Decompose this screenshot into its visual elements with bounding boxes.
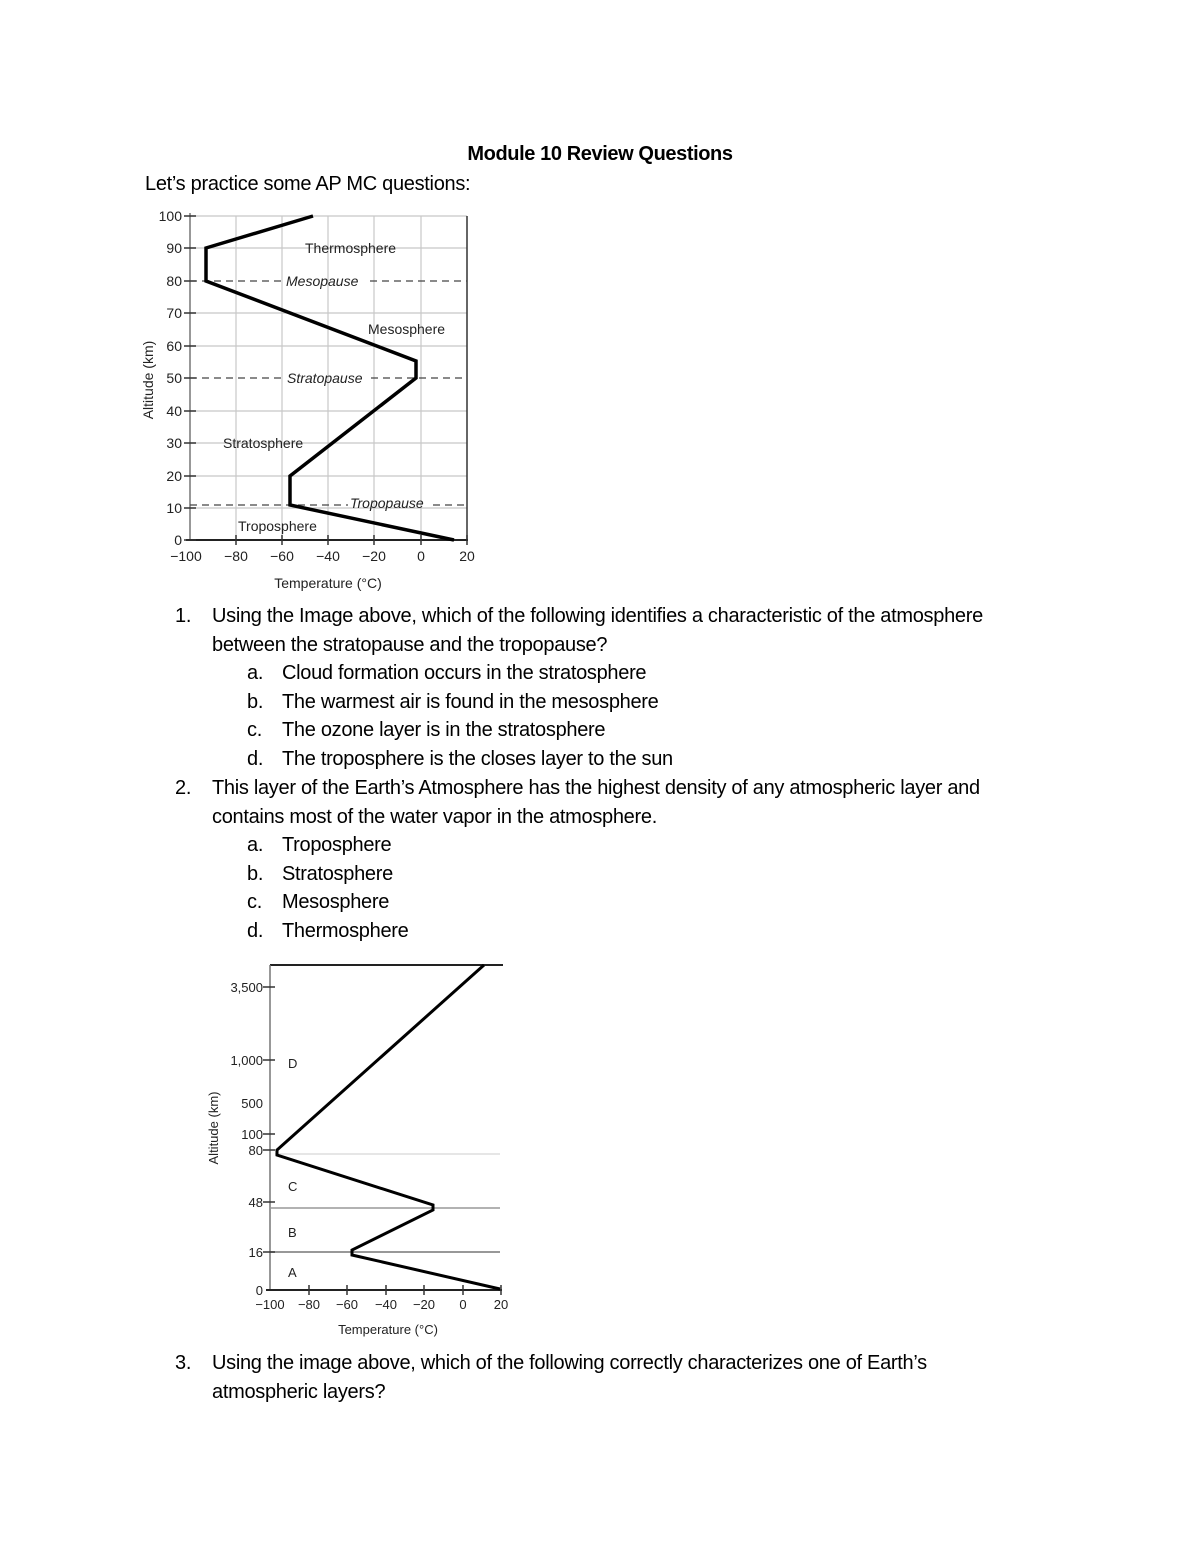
svg-text:0: 0 [174, 532, 182, 548]
svg-text:−40: −40 [374, 1297, 398, 1312]
intro-text: Let’s practice some AP MC questions: [145, 173, 471, 195]
svg-text:3,500: 3,500 [230, 980, 263, 995]
atmosphere-temperature-chart-1 [0, 0, 1200, 600]
y-tick-labels [230, 980, 263, 1298]
y-tick-labels [159, 208, 183, 548]
question-stem: Using the Image above, which of the following identifies a characteristic of the atmosphere between the stratopause and the tropopause? [212, 605, 983, 656]
y-axis-label: Altitude (km) [206, 1091, 221, 1165]
mesosphere-label: Mesosphere [368, 321, 446, 337]
thermosphere-label: Thermosphere [305, 240, 397, 256]
svg-text:16: 16 [248, 1245, 263, 1260]
svg-text:−40: −40 [316, 548, 340, 564]
option-c: c. Mesosphere [247, 891, 390, 913]
layer-label-d: D [288, 1056, 298, 1071]
option-c: c. The ozone layer is in the stratosphere [247, 719, 606, 741]
svg-text:100: 100 [158, 208, 182, 224]
question-stem: Using the image above, which of the following correctly characterizes one of Earth’s atmospheric layers? [212, 1352, 927, 1403]
svg-text:0: 0 [417, 548, 425, 564]
question-2 [175, 774, 1045, 945]
question-number: 3. [175, 1352, 192, 1374]
svg-text:20: 20 [166, 468, 182, 484]
troposphere-label: Troposphere [238, 518, 317, 534]
question-stem: This layer of the Earth’s Atmosphere has the highest density of any atmospheric layer and contains most of the water vapor in the atmosphere. [212, 777, 980, 828]
svg-text:50: 50 [166, 370, 182, 386]
x-axis-label: Temperature (°C) [338, 1322, 438, 1337]
svg-text:−80: −80 [224, 548, 248, 564]
x-tick-labels [255, 1297, 508, 1312]
layer-label-c: C [288, 1179, 298, 1194]
svg-text:30: 30 [166, 435, 182, 451]
option-a: a. Cloud formation occurs in the stratosphere [247, 662, 647, 684]
question-3 [175, 1349, 1035, 1406]
question-1 [175, 602, 1055, 773]
option-b: b. The warmest air is found in the mesosphere [247, 690, 659, 713]
svg-text:0: 0 [459, 1297, 467, 1312]
option-d: d. Thermosphere [247, 919, 409, 942]
question-number: 2. [175, 777, 192, 799]
stratopause-label: Stratopause [287, 370, 363, 386]
option-a: a. Troposphere [247, 834, 392, 856]
svg-text:−20: −20 [412, 1297, 436, 1312]
svg-text:−60: −60 [335, 1297, 359, 1312]
svg-text:60: 60 [166, 338, 182, 354]
svg-text:80: 80 [166, 273, 182, 289]
svg-text:100: 100 [241, 1127, 263, 1142]
svg-text:10: 10 [166, 500, 182, 516]
x-axis-label: Temperature (°C) [274, 575, 382, 591]
stratosphere-label: Stratosphere [223, 435, 304, 451]
svg-text:−100: −100 [170, 548, 202, 564]
x-tick-labels [170, 548, 475, 564]
mesopause-label: Mesopause [286, 273, 359, 289]
svg-text:1,000: 1,000 [230, 1053, 263, 1068]
svg-text:70: 70 [166, 305, 182, 321]
answer-options [175, 659, 1055, 773]
option-d: d. The troposphere is the closes layer to the sun [247, 747, 673, 770]
layer-label-a: A [288, 1265, 297, 1280]
answer-options [175, 831, 1045, 945]
svg-text:500: 500 [241, 1096, 263, 1111]
svg-text:40: 40 [166, 403, 182, 419]
svg-text:−80: −80 [297, 1297, 321, 1312]
svg-text:48: 48 [248, 1195, 263, 1210]
question-number: 1. [175, 605, 192, 627]
svg-text:20: 20 [459, 548, 475, 564]
svg-text:−100: −100 [255, 1297, 285, 1312]
y-axis-label: Altitude (km) [140, 340, 156, 420]
option-b: b. Stratosphere [247, 862, 393, 885]
svg-text:80: 80 [248, 1143, 263, 1158]
document-title: Module 10 Review Questions [467, 143, 733, 165]
svg-text:0: 0 [255, 1283, 263, 1298]
layer-label-b: B [288, 1225, 297, 1240]
svg-text:20: 20 [493, 1297, 509, 1312]
svg-text:−20: −20 [362, 548, 386, 564]
svg-text:90: 90 [166, 240, 182, 256]
tropopause-label: Tropopause [350, 495, 424, 511]
svg-text:−60: −60 [270, 548, 294, 564]
temperature-profile-line [277, 965, 500, 1289]
